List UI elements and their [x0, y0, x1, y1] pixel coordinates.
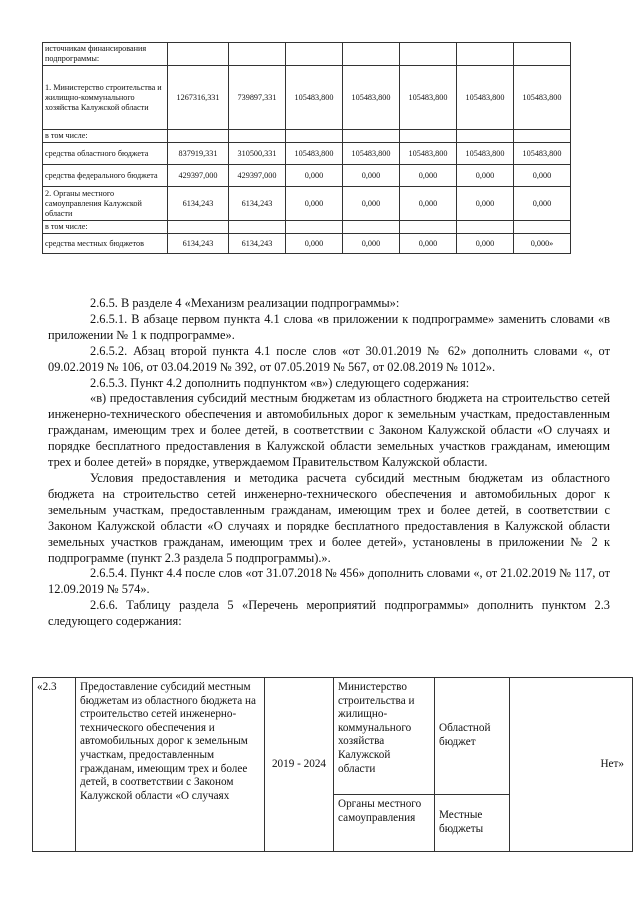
financing-cell	[343, 43, 400, 66]
measure-flag: Нет»	[510, 678, 633, 852]
measure-number: «2.3	[33, 678, 76, 852]
financing-cell: 105483,800	[400, 66, 457, 130]
financing-cell: 0,000	[514, 165, 571, 187]
financing-table-row	[43, 66, 571, 130]
financing-cell: 105483,800	[514, 66, 571, 130]
financing-cell: 0,000	[514, 187, 571, 221]
financing-cell: 0,000	[457, 165, 514, 187]
measure-source-local: Местные бюджеты	[435, 795, 510, 852]
financing-cell: 0,000	[343, 234, 400, 254]
financing-cell: 6134,243	[168, 187, 229, 221]
financing-row-label: источникам финансирования подпрограммы:	[43, 43, 168, 66]
financing-cell: 105483,800	[514, 143, 571, 165]
financing-row-label: 2. Органы местного самоуправления Калужской области	[43, 187, 168, 221]
financing-cell	[514, 130, 571, 143]
measures-table	[32, 677, 633, 852]
financing-cell	[286, 43, 343, 66]
financing-table-row	[43, 165, 571, 187]
financing-cell: 429397,000	[168, 165, 229, 187]
paragraph-subsidy-clause: «в) предоставления субсидий местным бюджетам из областного бюджета на строительство сетей инженерно-технического обеспечения и автомобильных дорог к земельным участкам, предоставленным гражданам, имеющим трех и более детей, в соответствии с Законом Калужской области «О случаях и порядке бесплатного предоставления в Калужской области земельных участков гражданам, имеющим трех и более детей» в порядке, утверждаемом Правительством Калужской области.	[48, 391, 610, 470]
financing-cell: 1267316,331	[168, 66, 229, 130]
financing-cell	[400, 221, 457, 234]
measure-executor-ministry: Министерство строительства и жилищно-коммунального хозяйства Калужской области	[334, 678, 435, 795]
measure-executor-local: Органы местного самоуправления	[334, 795, 435, 852]
financing-row-label: в том числе:	[43, 130, 168, 143]
financing-cell: 0,000	[343, 165, 400, 187]
financing-cell	[343, 130, 400, 143]
financing-cell	[286, 221, 343, 234]
financing-cell	[168, 221, 229, 234]
financing-table-row	[43, 221, 571, 234]
financing-row-label: в том числе:	[43, 221, 168, 234]
financing-cell: 6134,243	[168, 234, 229, 254]
financing-cell	[514, 221, 571, 234]
financing-cell: 6134,243	[229, 234, 286, 254]
financing-cell	[457, 130, 514, 143]
financing-cell	[229, 43, 286, 66]
financing-cell: 0,000»	[514, 234, 571, 254]
financing-table	[42, 42, 571, 254]
measure-period: 2019 - 2024	[265, 678, 334, 852]
financing-cell	[400, 130, 457, 143]
measure-description: Предоставление субсидий местным бюджетам из областного бюджета на строительство сетей инженерно-технического обеспечения и автомобильных дорог к земельным участкам, предоставленным гражданам, имеющим трех и более детей, в соответствии с Законом Калужской области «О случаях	[76, 678, 265, 852]
financing-cell	[286, 130, 343, 143]
financing-table-row	[43, 43, 571, 66]
financing-cell	[514, 43, 571, 66]
financing-cell	[168, 43, 229, 66]
financing-cell	[457, 43, 514, 66]
financing-cell: 0,000	[286, 234, 343, 254]
financing-cell: 310500,331	[229, 143, 286, 165]
financing-cell: 0,000	[457, 234, 514, 254]
financing-cell: 105483,800	[343, 143, 400, 165]
financing-cell: 0,000	[400, 187, 457, 221]
financing-cell: 0,000	[457, 187, 514, 221]
financing-cell: 105483,800	[286, 143, 343, 165]
financing-table-row	[43, 130, 571, 143]
financing-cell	[400, 43, 457, 66]
paragraph-2-6-5: 2.6.5. В разделе 4 «Механизм реализации подпрограммы»:	[90, 296, 400, 310]
financing-cell	[229, 130, 286, 143]
paragraph-2-6-5-4: 2.6.5.4. Пункт 4.4 после слов «от 31.07.2018 № 456» дополнить словами «, от 21.02.2019 № 117, от 12.09.2019 № 574».	[48, 566, 610, 597]
financing-cell	[168, 130, 229, 143]
financing-table-row	[43, 143, 571, 165]
financing-table-row	[43, 234, 571, 254]
amendment-text	[48, 296, 610, 630]
financing-cell: 0,000	[400, 165, 457, 187]
financing-table-row	[43, 187, 571, 221]
financing-cell	[343, 221, 400, 234]
financing-cell: 429397,000	[229, 165, 286, 187]
financing-cell: 105483,800	[457, 143, 514, 165]
paragraph-2-6-5-1: 2.6.5.1. В абзаце первом пункта 4.1 слова «в приложении к подпрограмме» заменить словами «в приложении № 1 к подпрограмме».	[48, 311, 610, 342]
financing-cell: 739897,331	[229, 66, 286, 130]
paragraph-conditions: Условия предоставления и методика расчета субсидий местным бюджетам из областного бюджета на строительство сетей инженерно-технического обеспечения и автомобильных дорог к земельным участкам, предоставленным гражданам, имеющим трех и более детей, в соответствии с Законом Калужской области «О случаях и порядке бесплатного предоставления в Калужской области земельных участков гражданам, имеющим трех и более детей», установлены в приложении № 2 к подпрограмме (пункт 2.3 раздела 5 подпрограммы).».	[48, 470, 610, 565]
measure-source-regional: Областной бюджет	[435, 678, 510, 795]
financing-cell: 0,000	[286, 187, 343, 221]
financing-cell: 105483,800	[400, 143, 457, 165]
financing-cell: 837919,331	[168, 143, 229, 165]
financing-cell: 0,000	[286, 165, 343, 187]
financing-cell	[229, 221, 286, 234]
financing-row-label: 1. Министерство строительства и жилищно-коммунального хозяйства Калужской области	[43, 66, 168, 130]
paragraph-2-6-6: 2.6.6. Таблицу раздела 5 «Перечень мероприятий подпрограммы» дополнить пунктом 2.3 следующего содержания:	[48, 598, 610, 629]
financing-row-label: средства федерального бюджета	[43, 165, 168, 187]
financing-cell: 105483,800	[457, 66, 514, 130]
financing-cell: 105483,800	[343, 66, 400, 130]
financing-cell: 6134,243	[229, 187, 286, 221]
paragraph-2-6-5-3: 2.6.5.3. Пункт 4.2 дополнить подпунктом «в») следующего содержания:	[90, 375, 470, 390]
paragraph-2-6-5-2: 2.6.5.2. Абзац второй пункта 4.1 после слов «от 30.01.2019 № 62» дополнить словами «, от 09.02.2019 № 106, от 03.04.2019 № 392, от 07.05.2019 № 567, от 02.08.2019 № 1012».	[48, 343, 610, 374]
financing-row-label: средства местных бюджетов	[43, 234, 168, 254]
financing-cell: 0,000	[400, 234, 457, 254]
financing-cell	[457, 221, 514, 234]
financing-cell: 0,000	[343, 187, 400, 221]
financing-cell: 105483,800	[286, 66, 343, 130]
financing-row-label: средства областного бюджета	[43, 143, 168, 165]
